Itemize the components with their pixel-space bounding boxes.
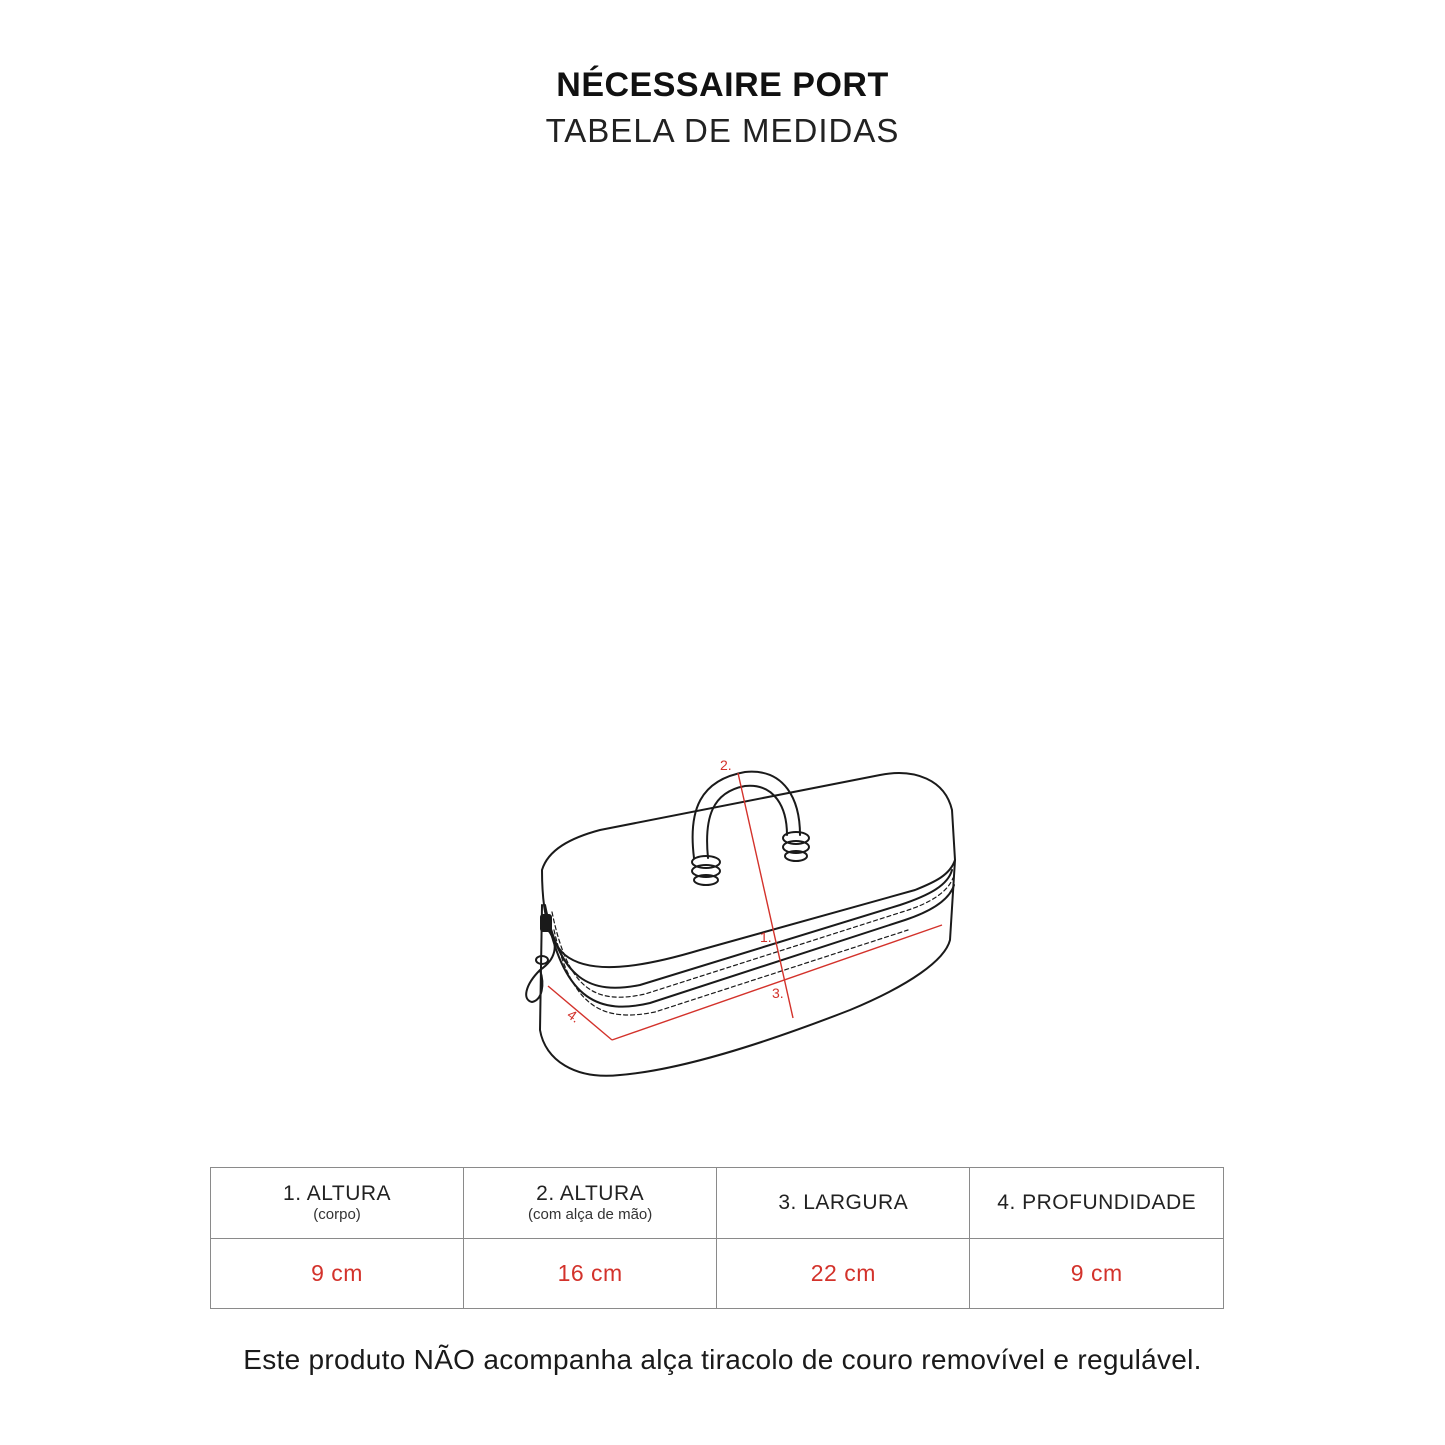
measure-value: 9 cm [1070,1260,1123,1286]
header-cell-largura [717,1168,970,1239]
zipper-bottom [548,885,954,1007]
footnote: Este produto NÃO acompanha alça tiracolo de couro removível e regulável. [243,1344,1202,1375]
measure-value: 22 cm [810,1260,876,1286]
value-cell-profundidade [970,1239,1224,1309]
header-sublabel: (com alça de mão) [528,1206,653,1223]
handle-inner [707,786,787,858]
page-subtitle: TABELA DE MEDIDAS [545,112,900,149]
page-title: NÉCESSAIRE PORT [556,66,889,104]
zipper-stitch-2 [554,930,908,1015]
marker-2: 2. [720,757,732,773]
value-cell-altura-corpo [211,1239,464,1309]
header-label: 4. PROFUNDIDADE [997,1191,1197,1214]
table-header-row [211,1168,1224,1239]
header-cell-altura-alca [464,1168,717,1239]
header-label: 3. LARGURA [778,1191,909,1214]
table-value-row [211,1239,1224,1309]
measure-value: 16 cm [557,1260,623,1286]
measure-value: 9 cm [311,1260,363,1286]
measurements-table [210,1167,1224,1309]
marker-3: 3. [772,985,784,1001]
header-label: 2. ALTURA [536,1182,645,1205]
zipper-slider [541,915,551,931]
header-sublabel: (corpo) [313,1206,361,1223]
marker-4: 4. [564,1006,584,1026]
marker-1: 1. [760,929,772,945]
bag-lid-outline [542,773,955,967]
value-cell-largura [717,1239,970,1309]
header-cell-profundidade [970,1168,1224,1239]
header-cell-altura-corpo [211,1168,464,1239]
bag-illustration [500,740,980,1100]
header-label: 1. ALTURA [283,1182,392,1205]
value-cell-altura-alca [464,1239,717,1309]
measure-line-2 [738,773,793,1018]
